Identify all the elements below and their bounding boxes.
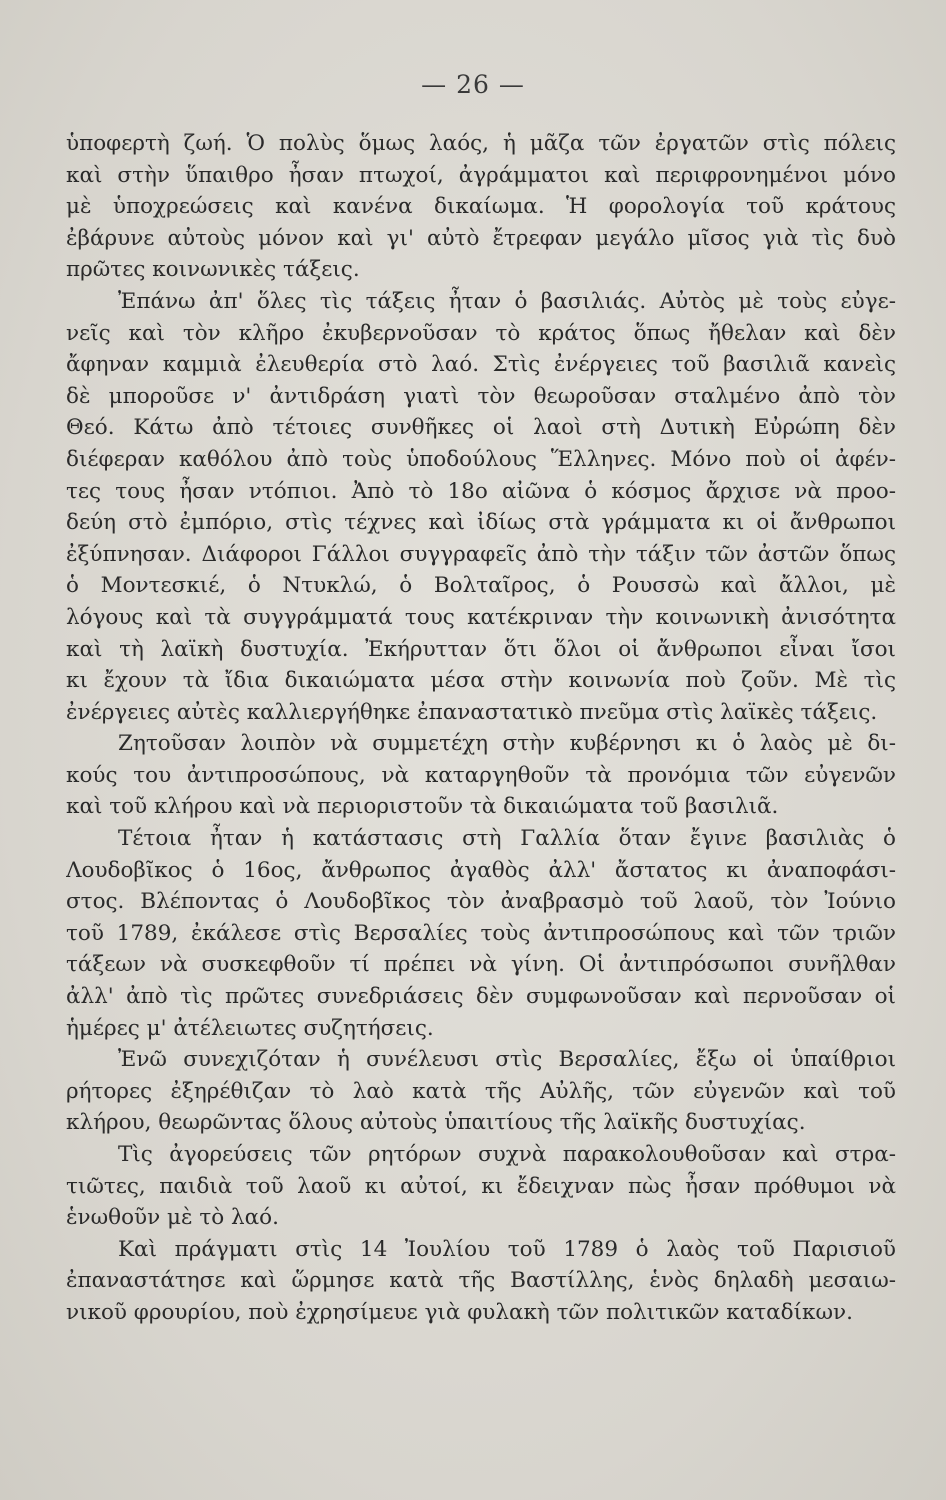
text-line: τες τους ἦσαν ντόπιοι. Ἀπὸ τὸ 18ο αἰῶνα ὁ κόσμος ἄρχισε νὰ προο- [66,478,896,504]
body-text [66,128,896,1329]
text-line: ρήτορες ἐξηρέθιζαν τὸ λαὸ κατὰ τῆς Αὐλῆς, τῶν εὐγενῶν καὶ τοῦ [66,1078,896,1104]
page-number: — 26 — [421,70,525,99]
text-line: Τέτοια ἦταν ἡ κατάστασις στὴ Γαλλία ὅταν ἔγινε βασιλιὰς ὁ [118,826,896,852]
text-line: κι ἔχουν τὰ ἴδια δικαιώματα μέσα στὴν κοινωνία ποὺ ζοῦν. Μὲ τὶς [66,668,896,694]
text-line: λόγους καὶ τὰ συγγράμματά τους κατέκριναν τὴν κοινωνικὴ ἀνισότητα [66,604,896,630]
paragraph [66,823,896,1044]
paragraph [66,1139,896,1234]
text-line: ὁ Μοντεσκιέ, ὁ Ντυκλώ, ὁ Βολταῖρος, ὁ Ρουσσὼ καὶ ἄλλοι, μὲ [66,573,896,599]
text-line: καὶ τοῦ κλήρου καὶ νὰ περιοριστοῦν τὰ δικαιώματα τοῦ βασιλιᾶ. [66,794,779,820]
text-line: δεύη στὸ ἐμπόριο, στὶς τέχνες καὶ ἰδίως στὰ γράμματα κι οἱ ἄνθρωποι [66,510,896,536]
text-line: ἐβάρυνε αὐτοὺς μόνον καὶ γι' αὐτὸ ἔτρεφαν μεγάλο μῖσος γιὰ τὶς δυὸ [66,225,896,251]
text-line: Θεό. Κάτω ἀπὸ τέτοιες συνθῆκες οἱ λαοὶ στὴ Δυτικὴ Εὐρώπη δὲν [66,415,896,441]
text-line: τιῶτες, παιδιὰ τοῦ λαοῦ κι αὐτοί, κι ἔδειχναν πὼς ἦσαν πρόθυμοι νὰ [66,1173,896,1199]
text-line: νικοῦ φρουρίου, ποὺ ἐχρησίμευε γιὰ φυλακὴ τῶν πολιτικῶν καταδίκων. [66,1299,853,1325]
text-line: διέφεραν καθόλου ἀπὸ τοὺς ὑποδούλους Ἕλληνες. Μόνο ποὺ οἱ ἀφέν- [66,446,896,472]
text-line: κούς του ἀντιπροσώπους, νὰ καταργηθοῦν τὰ προνόμια τῶν εὐγενῶν [66,762,896,788]
text-line: νεῖς καὶ τὸν κλῆρο ἐκυβερνοῦσαν τὸ κράτος ὅπως ἤθελαν καὶ δὲν [66,320,896,346]
paragraph [66,728,896,823]
text-line: ἑνωθοῦν μὲ τὸ λαό. [66,1205,279,1231]
text-line: ἄφηναν καμμιὰ ἐλευθερία στὸ λαό. Στὶς ἐνέργειες τοῦ βασιλιᾶ κανεὶς [66,352,896,378]
text-line: Ζητοῦσαν λοιπὸν νὰ συμμετέχη στὴν κυβέρνησι κι ὁ λαὸς μὲ δι- [118,731,896,757]
text-line: Ἐνῶ συνεχιζόταν ἡ συνέλευσι στὶς Βερσαλίες, ἔξω οἱ ὑπαίθριοι [118,1047,896,1073]
text-line: καὶ τὴ λαϊκὴ δυστυχία. Ἐκήρυτταν ὅτι ὅλοι οἱ ἄνθρωποι εἶναι ἴσοι [66,636,896,662]
text-line: κλήρου, θεωρῶντας ὅλους αὐτοὺς ὑπαιτίους τῆς λαϊκῆς δυστυχίας. [66,1110,806,1136]
text-line: ἐνέργειες αὐτὲς καλλιεργήθηκε ἐπαναστατικὸ πνεῦμα στὶς λαϊκὲς τάξεις. [66,699,878,725]
text-line: ἀλλ' ἀπὸ τὶς πρῶτες συνεδριάσεις δὲν συμφωνοῦσαν καὶ περνοῦσαν οἱ [66,984,896,1010]
text-line: ὑποφερτὴ ζωή. Ὁ πολὺς ὅμως λαός, ἡ μᾶζα τῶν ἐργατῶν στὶς πόλεις [66,131,896,156]
text-line: τάξεων νὰ συσκεφθοῦν τί πρέπει νὰ γίνη. Οἱ ἀντιπρόσωποι συνῆλθαν [66,952,896,978]
paragraph [66,128,896,286]
text-line: μὲ ὑποχρεώσεις καὶ κανένα δικαίωμα. Ἡ φορολογία τοῦ κράτους [66,194,896,220]
text-line: Λουδοβῖκος ὁ 16ος, ἄνθρωπος ἀγαθὸς ἀλλ' ἄστατος κι ἀναποφάσι- [66,857,896,883]
text-line: ἐπαναστάτησε καὶ ὥρμησε κατὰ τῆς Βαστίλλης, ἑνὸς δηλαδὴ μεσαιω- [66,1268,896,1294]
text-line: Καὶ πράγματι στὶς 14 Ἰουλίου τοῦ 1789 ὁ λαὸς τοῦ Παρισιοῦ [118,1236,896,1262]
text-line: καὶ στὴν ὕπαιθρο ἦσαν πτωχοί, ἀγράμματοι καὶ περιφρονημένοι μόνο [66,162,896,188]
text-line: ἡμέρες μ' ἀτέλειωτες συζητήσεις. [66,1015,434,1041]
text-line: ἐξύπνησαν. Διάφοροι Γάλλοι συγγραφεῖς ἀπὸ τὴν τάξιν τῶν ἀστῶν ὅπως [66,541,896,567]
paragraph [66,1044,896,1139]
text-line: Τὶς ἀγορεύσεις τῶν ρητόρων συχνὰ παρακολουθοῦσαν καὶ στρα- [118,1142,896,1167]
paragraph [66,1234,896,1329]
text-line: Ἐπάνω ἀπ' ὅλες τὶς τάξεις ἦταν ὁ βασιλιάς. Αὐτὸς μὲ τοὺς εὐγε- [118,288,896,314]
text-line: πρῶτες κοινωνικὲς τάξεις. [66,257,360,283]
text-line: τοῦ 1789, ἐκάλεσε στὶς Βερσαλίες τοὺς ἀντιπροσώπους καὶ τῶν τριῶν [66,920,896,946]
text-line: δὲ μποροῦσε ν' ἀντιδράση γιατὶ τὸν θεωροῦσαν σταλμένο ἀπὸ τὸν [66,383,896,409]
paragraph [66,286,896,728]
text-line: στος. Βλέποντας ὁ Λουδοβῖκος τὸν ἀναβρασμὸ τοῦ λαοῦ, τὸν Ἰούνιο [66,889,896,915]
